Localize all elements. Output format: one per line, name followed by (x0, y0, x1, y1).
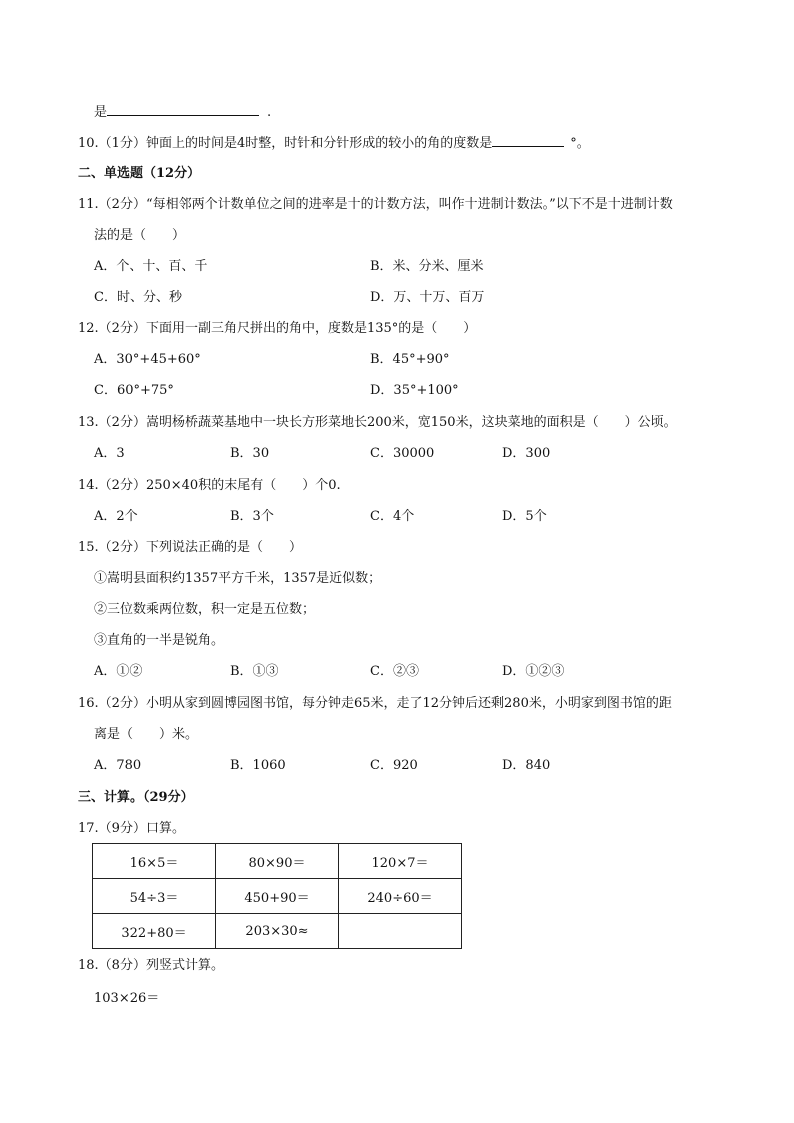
table-cell: 16×5＝ (93, 844, 216, 879)
table-row (93, 914, 462, 949)
q14-option-c[interactable]: C．4个 (370, 509, 415, 524)
q13-text: 13.（2分）嵩明杨桥蔬菜基地中一块长方形菜地长200米，宽150米，这块菜地的面积是（ ）公顷。 (78, 415, 677, 430)
table-cell (339, 914, 462, 949)
q12-option-a[interactable]: A．30°+45+60° (94, 352, 201, 367)
q17-text: 17.（9分）口算。 (78, 821, 185, 836)
q14-option-b[interactable]: B．3个 (230, 509, 274, 524)
q12-option-b[interactable]: B．45°+90° (370, 352, 450, 367)
table-cell: 450+90＝ (216, 879, 339, 914)
q16-option-b[interactable]: B．1060 (230, 758, 286, 773)
q9-suffix: . (267, 105, 272, 120)
q13-option-d[interactable]: D．300 (502, 446, 551, 461)
q14-option-a[interactable]: A．2个 (94, 509, 138, 524)
table-cell: 54÷3＝ (93, 879, 216, 914)
table-cell: 120×7＝ (339, 844, 462, 879)
section-3-title: 三、计算。（29分） (78, 790, 194, 805)
section-2-title: 二、单选题（12分） (78, 166, 201, 181)
q16-option-c[interactable]: C．920 (370, 758, 418, 773)
question-10 (78, 133, 590, 153)
q9-prefix: 是 (94, 105, 108, 120)
q10-text: 10.（1分）钟面上的时间是4时整，时针和分针形成的较小的角的度数是 (78, 136, 493, 151)
q15-statement-1: ①嵩明县面积约1357平方千米，1357是近似数； (94, 571, 382, 586)
q14-text: 14.（2分）250×40积的末尾有（ ）个0. (78, 478, 341, 493)
table-row (93, 879, 462, 914)
q12-option-d[interactable]: D．35°+100° (370, 383, 459, 398)
table-cell: 80×90＝ (216, 844, 339, 879)
mental-math-table (92, 843, 462, 949)
table-cell: 322+80＝ (93, 914, 216, 949)
table-row (93, 844, 462, 879)
q13-option-b[interactable]: B．30 (230, 446, 270, 461)
q11-option-d[interactable]: D．万、十万、百万 (370, 290, 485, 305)
q15-option-d[interactable]: D．①②③ (502, 664, 565, 679)
q11-line2: 法的是（ ） (94, 228, 186, 243)
q10-suffix: °。 (570, 136, 590, 151)
q15-text: 15.（2分）下列说法正确的是（ ） (78, 540, 302, 555)
q12-text: 12.（2分）下面用一副三角尺拼出的角中，度数是135°的是（ ） (78, 321, 477, 336)
q18-text: 18.（8分）列竖式计算。 (78, 958, 224, 973)
q16-option-d[interactable]: D．840 (502, 758, 551, 773)
table-cell: 240÷60＝ (339, 879, 462, 914)
q11-line1: 11.（2分）“每相邻两个计数单位之间的进率是十的计数方法，叫作十进制计数法。”以下不是十进制计数 (78, 197, 673, 212)
q14-option-d[interactable]: D．5个 (502, 509, 547, 524)
q16-line2: 离是（ ）米。 (94, 727, 199, 742)
q11-option-a[interactable]: A．个、十、百、千 (94, 259, 208, 274)
q11-option-b[interactable]: B．米、分米、厘米 (370, 259, 484, 274)
q15-option-c[interactable]: C．②③ (370, 664, 419, 679)
q13-option-a[interactable]: A．3 (94, 446, 125, 461)
q12-option-c[interactable]: C．60°+75° (94, 383, 174, 398)
table-cell: 203×30≈ (216, 914, 339, 949)
q15-statement-2: ②三位数乘两位数，积一定是五位数； (94, 602, 316, 617)
q16-option-a[interactable]: A．780 (94, 758, 142, 773)
q15-option-b[interactable]: B．①③ (230, 664, 279, 679)
q18-expression: 103×26＝ (94, 991, 160, 1006)
q15-option-a[interactable]: A．①② (94, 664, 143, 679)
q15-statement-3: ③直角的一半是锐角。 (94, 633, 225, 648)
q9-answer-blank[interactable] (107, 102, 259, 116)
q16-line1: 16.（2分）小明从家到圆博园图书馆，每分钟走65米，走了12分钟后还剩280米，小明家到图书馆的距 (78, 696, 672, 711)
q10-answer-blank[interactable] (492, 133, 564, 147)
q11-option-c[interactable]: C．时、分、秒 (94, 290, 182, 305)
q9-tail (94, 102, 271, 122)
q13-option-c[interactable]: C．30000 (370, 446, 435, 461)
